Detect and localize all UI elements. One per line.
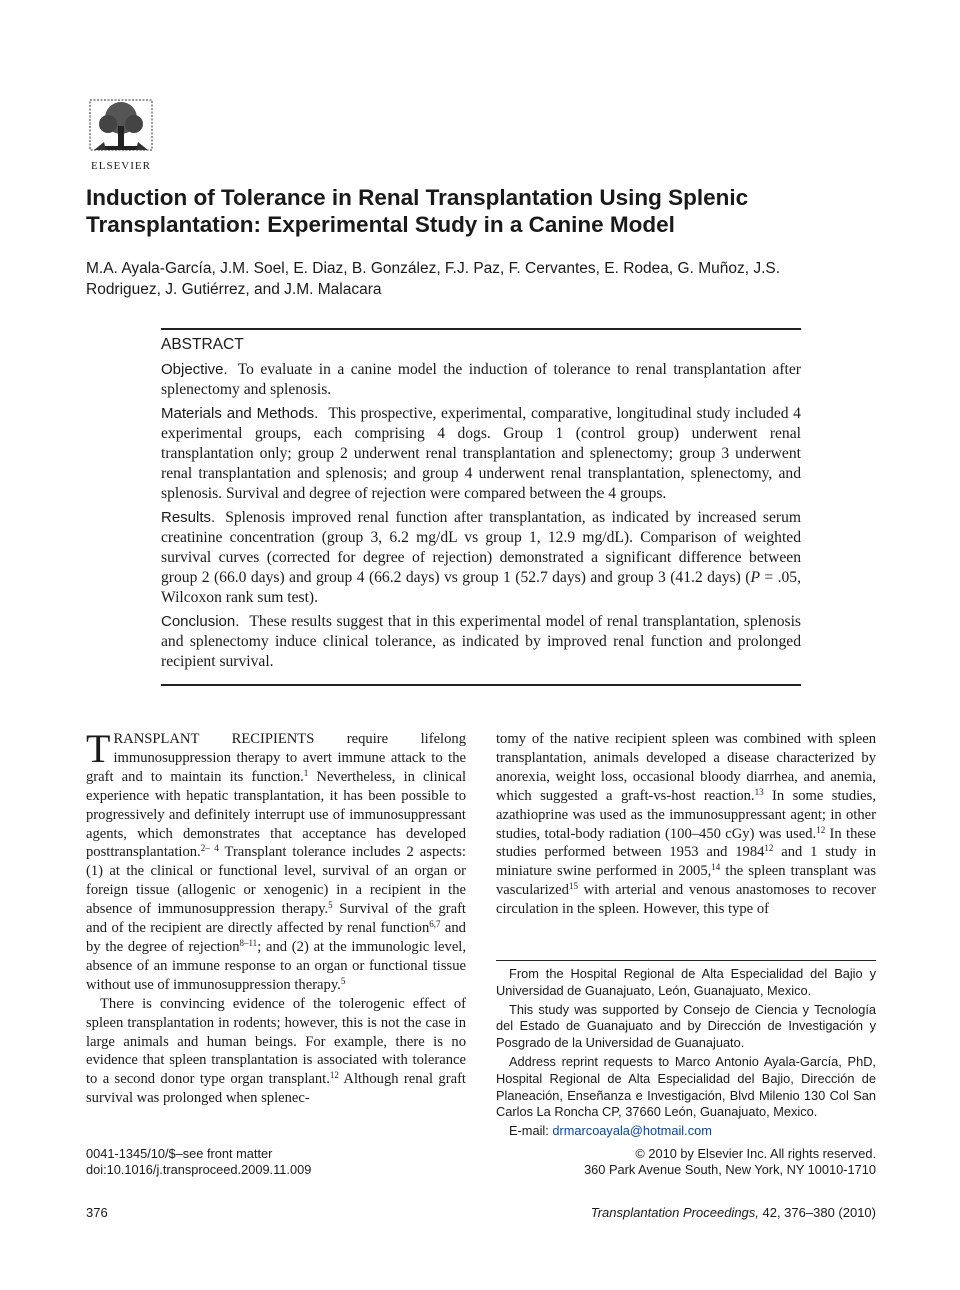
footer-right [584,1146,876,1178]
conclusion-text: These results suggest that in this experimental model of renal transplantation, splenosis and splenectomy induce clinical tolerance, as indicated by improved renal function and prolonged recipient survival. [161,613,801,670]
conclusion-label: Conclusion. [161,613,240,630]
results-label: Results. [161,509,216,526]
ref-link[interactable]: 5 [340,975,346,986]
methods-text: This prospective, experimental, comparative, longitudinal study included 4 experimental groups, each comprising 4 dogs. Group 1 (control group) underwent renal transplantation only; group 2 underwent renal transplantation and splenectomy; group 3 underwent renal transplantation and splenosis; and group 4 underwent renal transplantation, splenectomy, and splenosis. Survival and degree of rejection were compared between the 4 groups. [161,405,801,502]
article-title: Induction of Tolerance in Renal Transplantation Using Splenic Transplantation: Experimental Study in a Canine Model [86,185,749,237]
body-text: Although renal graft survival was prolonged when splenec- [86,1071,466,1107]
page-number: 376 [86,1205,108,1220]
copyright-line: © 2010 by Elsevier Inc. All rights reserved. [635,1146,876,1161]
ref-link[interactable]: 6,7 [429,919,441,930]
ref-link[interactable]: 15 [568,881,578,892]
abstract-methods [161,404,801,504]
publisher-address: 360 Park Avenue South, New York, NY 10010-1710 [584,1162,876,1177]
elsevier-wordmark: ELSEVIER [91,160,151,172]
objective-label: Objective. [161,361,228,378]
ref-link[interactable]: 12 [329,1070,339,1081]
author-list: M.A. Ayala-García, J.M. Soel, E. Diaz, B. González, F.J. Paz, F. Cervantes, E. Rodea, G. Muñoz, J.S. Rodriguez, J. Gutiérrez, and J.M. Malacara [86,260,781,298]
footer-left [86,1146,311,1178]
body-text: Nevertheless, in clinical experience with hepatic transplantation, it has been possible to progressively and definitely interrupt use of immunosuppressant agents, which demonstrates that acceptance has developed posttransplantation. [86,768,466,861]
body-text: the spleen transplant was vascularized [496,863,877,899]
body-text: tomy of the native recipient spleen was combined with spleen transplantation, animals developed a disease characterized by anorexia, weight loss, occasional bloody diarrhea, and anemia, which suggested a graft-vs-host reaction. [496,731,876,804]
body-text: Survival of the graft and of the recipient are directly affected by renal function [86,901,466,937]
ref-link[interactable]: 8–11 [239,937,258,948]
lead-in-caps: RANSPLANT RECIPIENTS [113,731,315,747]
ref-link[interactable]: 12 [764,843,774,854]
ref-link[interactable]: 12 [816,824,826,835]
email-link[interactable]: drmarcoayala@hotmail.com [552,1123,712,1139]
abstract-objective [161,360,801,400]
p-value-symbol: P [750,569,761,586]
abstract-results [161,508,801,608]
body-text: and 1 study in miniature swine performed in 2005, [496,844,876,880]
body-column-right [496,730,876,919]
body-column-left [86,726,467,1108]
body-paragraph-2 [86,995,466,1108]
author-footnote [496,960,876,1142]
journal-citation [591,1205,876,1220]
body-text: with arterial and venous anastomoses to recover circulation in the spleen. However, this type of [496,882,876,918]
body-paragraph-1 [86,726,467,995]
email-label: E-mail: [509,1123,553,1139]
body-text: In some studies, azathioprine was used as the immunosuppressant agent; in other studies, total-body radiation (100–450 cGy) was used. [496,787,876,842]
body-text: ; and (2) at the immunologic level, absence of an immune response to an organ or functional tissue without use of immunosuppression therapy. [86,938,467,993]
abstract-box [161,328,801,686]
ref-link[interactable]: 1 [303,767,309,778]
drop-cap: T [86,726,111,771]
journal-name: Transplantation Proceedings, [590,1205,759,1220]
abstract-conclusion [161,612,801,672]
issn-line: 0041-1345/10/$–see front matter [86,1146,273,1161]
doi-line[interactable]: doi:10.1016/j.transproceed.2009.11.009 [86,1162,312,1177]
ref-link[interactable]: 14 [711,862,721,873]
funding-note: This study was supported by Consejo de Ciencia y Tecnología del Estado de Guanajuato and by Dirección de Investigación y Posgrado de la Universidad de Guanajuato. [496,1001,876,1051]
results-text: Splenosis improved renal function after transplantation, as indicated by increased serum creatinine concentration (group 3, 6.2 mg/dL vs group 1, 12.9 mg/dL). Comparison of weighted survival curves (corrected for degree of rejection) demonstrated a significant difference between group 2 (66.0 days) and group 4 (66.2 days) vs group 1 (52.7 days) and group 3 (41.2 days) ( [161,509,801,586]
ref-link[interactable]: 5 [328,900,333,911]
reprint-address: Address reprint requests to Marco Antonio Ayala-García, PhD, Hospital Regional de Alta Especialidad del Bajio, Dirección de Planeación, Enseñanza e Investigación, Blvd Milenio 130 Col San Carlos La Roncha CP, 37660 León, Guanajuato, Mexico. [496,1053,876,1120]
ref-link[interactable]: 2– 4 [200,843,219,854]
body-text: require lifelong immunosuppression therapy to avert immune attack to the graft and to maintain its function. [86,731,466,785]
objective-text: To evaluate in a canine model the induction of tolerance to renal transplantation after splenectomy and splenosis. [161,361,801,398]
results-text-end: = .05, Wilcoxon rank sum test). [161,569,802,606]
body-text: Transplant tolerance includes 2 aspects: (1) at the clinical or functional level, survival of an organ or foreign tissue (allogenic or xenogenic) in a recipient in the absence of immunosuppression therapy. [86,844,466,918]
journal-volume: 42, 376–380 (2010) [758,1205,876,1220]
methods-label: Materials and Methods. [161,405,319,422]
abstract-heading: ABSTRACT [161,336,244,353]
affiliation-note: From the Hospital Regional de Alta Especialidad del Bajio y Universidad de Guanajuato, León, Guanajuato, Mexico. [496,966,876,998]
body-text: In these studies performed between 1953 and 1984 [496,825,876,861]
body-paragraph-3 [496,730,876,919]
ref-link[interactable]: 13 [754,786,764,797]
body-text: and by the degree of rejection [86,920,466,955]
body-text: There is convincing evidence of the tolerogenic effect of spleen transplantation in rodents; however, this is not the case in large animals and human beings. For example, there is no evidence that spleen transplantation is associated with tolerance to a second donor type organ transplant. [86,995,466,1088]
email-line [496,1123,876,1140]
